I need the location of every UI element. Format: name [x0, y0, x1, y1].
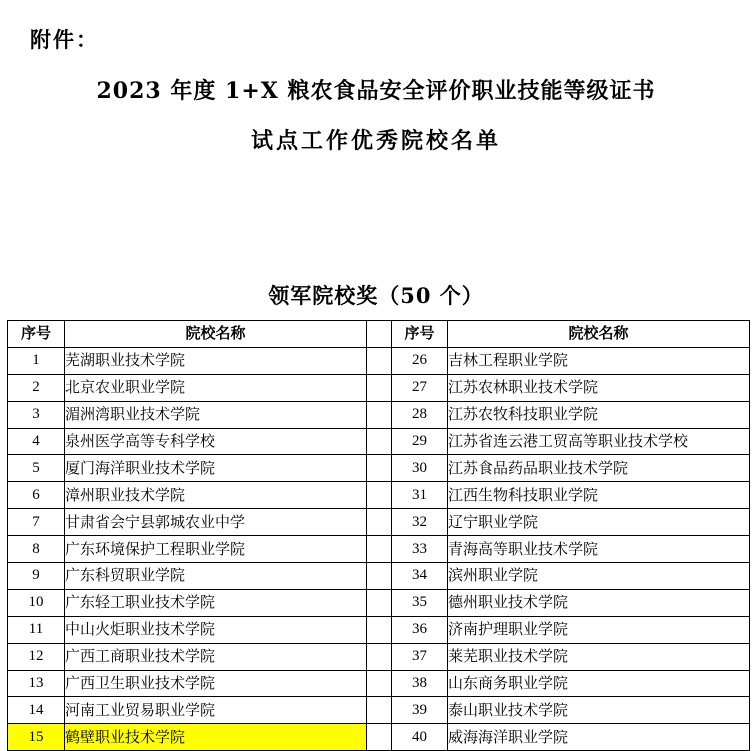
school-name-right: 江苏农牧科技职业学院 [448, 401, 750, 428]
row-number-left: 9 [8, 563, 65, 590]
school-name-right: 滨州职业学院 [448, 563, 750, 590]
school-name-left: 芜湖职业技术学院 [65, 347, 367, 374]
table-row [8, 563, 750, 590]
row-number-left: 15 [8, 724, 65, 751]
column-gap [367, 401, 392, 428]
header-no-right: 序号 [392, 321, 448, 348]
table-header-row [8, 321, 750, 348]
row-number-left: 5 [8, 455, 65, 482]
row-number-left: 1 [8, 347, 65, 374]
row-number-right: 34 [392, 563, 448, 590]
column-gap [367, 482, 392, 509]
column-gap [367, 563, 392, 590]
row-number-right: 39 [392, 697, 448, 724]
column-gap [367, 697, 392, 724]
header-name-right: 院校名称 [448, 321, 750, 348]
row-number-right: 33 [392, 536, 448, 563]
column-gap [367, 643, 392, 670]
row-number-left: 4 [8, 428, 65, 455]
school-name-left: 中山火炬职业技术学院 [65, 616, 367, 643]
row-number-left: 2 [8, 374, 65, 401]
table-row [8, 616, 750, 643]
column-gap [367, 670, 392, 697]
section-title: 领军院校奖（50 个） [268, 283, 484, 308]
school-name-right: 泰山职业技术学院 [448, 697, 750, 724]
row-number-right: 29 [392, 428, 448, 455]
column-gap [367, 616, 392, 643]
table-row [8, 589, 750, 616]
header-no-left: 序号 [8, 321, 65, 348]
row-number-right: 28 [392, 401, 448, 428]
row-number-right: 27 [392, 374, 448, 401]
school-name-right: 江西生物科技职业学院 [448, 482, 750, 509]
table-row [8, 455, 750, 482]
school-name-right: 山东商务职业学院 [448, 670, 750, 697]
table-row [8, 536, 750, 563]
row-number-right: 32 [392, 509, 448, 536]
school-name-left: 广东科贸职业学院 [65, 563, 367, 590]
column-gap [367, 374, 392, 401]
school-name-left: 鹤壁职业技术学院 [65, 724, 367, 751]
school-name-right: 莱芜职业技术学院 [448, 643, 750, 670]
row-number-left: 3 [8, 401, 65, 428]
table-row [8, 724, 750, 751]
school-name-right: 江苏食品药品职业技术学院 [448, 455, 750, 482]
school-name-left: 河南工业贸易职业学院 [65, 697, 367, 724]
table-row [8, 697, 750, 724]
row-number-left: 8 [8, 536, 65, 563]
school-name-right: 青海高等职业技术学院 [448, 536, 750, 563]
school-name-left: 北京农业职业学院 [65, 374, 367, 401]
row-number-right: 36 [392, 616, 448, 643]
table-row [8, 482, 750, 509]
row-number-right: 26 [392, 347, 448, 374]
school-name-left: 广西工商职业技术学院 [65, 643, 367, 670]
header-gap [367, 321, 392, 348]
attachment-label: 附件： [30, 27, 99, 52]
column-gap [367, 589, 392, 616]
row-number-left: 14 [8, 697, 65, 724]
table-body [8, 347, 750, 750]
school-name-right: 江苏省连云港工贸高等职业技术学校 [448, 428, 750, 455]
row-number-left: 13 [8, 670, 65, 697]
row-number-left: 10 [8, 589, 65, 616]
school-name-right: 德州职业技术学院 [448, 589, 750, 616]
school-name-left: 漳州职业技术学院 [65, 482, 367, 509]
award-list-table [7, 320, 750, 751]
table-row [8, 428, 750, 455]
school-name-right: 威海海洋职业学院 [448, 724, 750, 751]
row-number-right: 35 [392, 589, 448, 616]
school-name-left: 厦门海洋职业技术学院 [65, 455, 367, 482]
row-number-left: 7 [8, 509, 65, 536]
row-number-left: 11 [8, 616, 65, 643]
school-name-left: 广西卫生职业技术学院 [65, 670, 367, 697]
table-row [8, 509, 750, 536]
school-name-right: 辽宁职业学院 [448, 509, 750, 536]
row-number-right: 30 [392, 455, 448, 482]
table-row [8, 347, 750, 374]
school-name-right: 江苏农林职业技术学院 [448, 374, 750, 401]
school-name-left: 甘肃省会宁县郭城农业中学 [65, 509, 367, 536]
school-name-left: 广东环境保护工程职业学院 [65, 536, 367, 563]
school-name-right: 吉林工程职业学院 [448, 347, 750, 374]
school-name-left: 湄洲湾职业技术学院 [65, 401, 367, 428]
school-name-left: 泉州医学高等专科学校 [65, 428, 367, 455]
row-number-right: 31 [392, 482, 448, 509]
column-gap [367, 724, 392, 751]
school-name-right: 济南护理职业学院 [448, 616, 750, 643]
document-title-line-1: 2023 年度 1+X 粮农食品安全评价职业技能等级证书 [96, 78, 656, 104]
table-row [8, 670, 750, 697]
header-name-left: 院校名称 [65, 321, 367, 348]
column-gap [367, 536, 392, 563]
row-number-right: 37 [392, 643, 448, 670]
column-gap [367, 509, 392, 536]
table-row [8, 374, 750, 401]
school-name-left: 广东轻工职业技术学院 [65, 589, 367, 616]
row-number-right: 40 [392, 724, 448, 751]
table-row [8, 643, 750, 670]
table-row [8, 401, 750, 428]
column-gap [367, 347, 392, 374]
row-number-left: 12 [8, 643, 65, 670]
column-gap [367, 428, 392, 455]
column-gap [367, 455, 392, 482]
row-number-right: 38 [392, 670, 448, 697]
row-number-left: 6 [8, 482, 65, 509]
document-title-line-2: 试点工作优秀院校名单 [250, 128, 501, 154]
